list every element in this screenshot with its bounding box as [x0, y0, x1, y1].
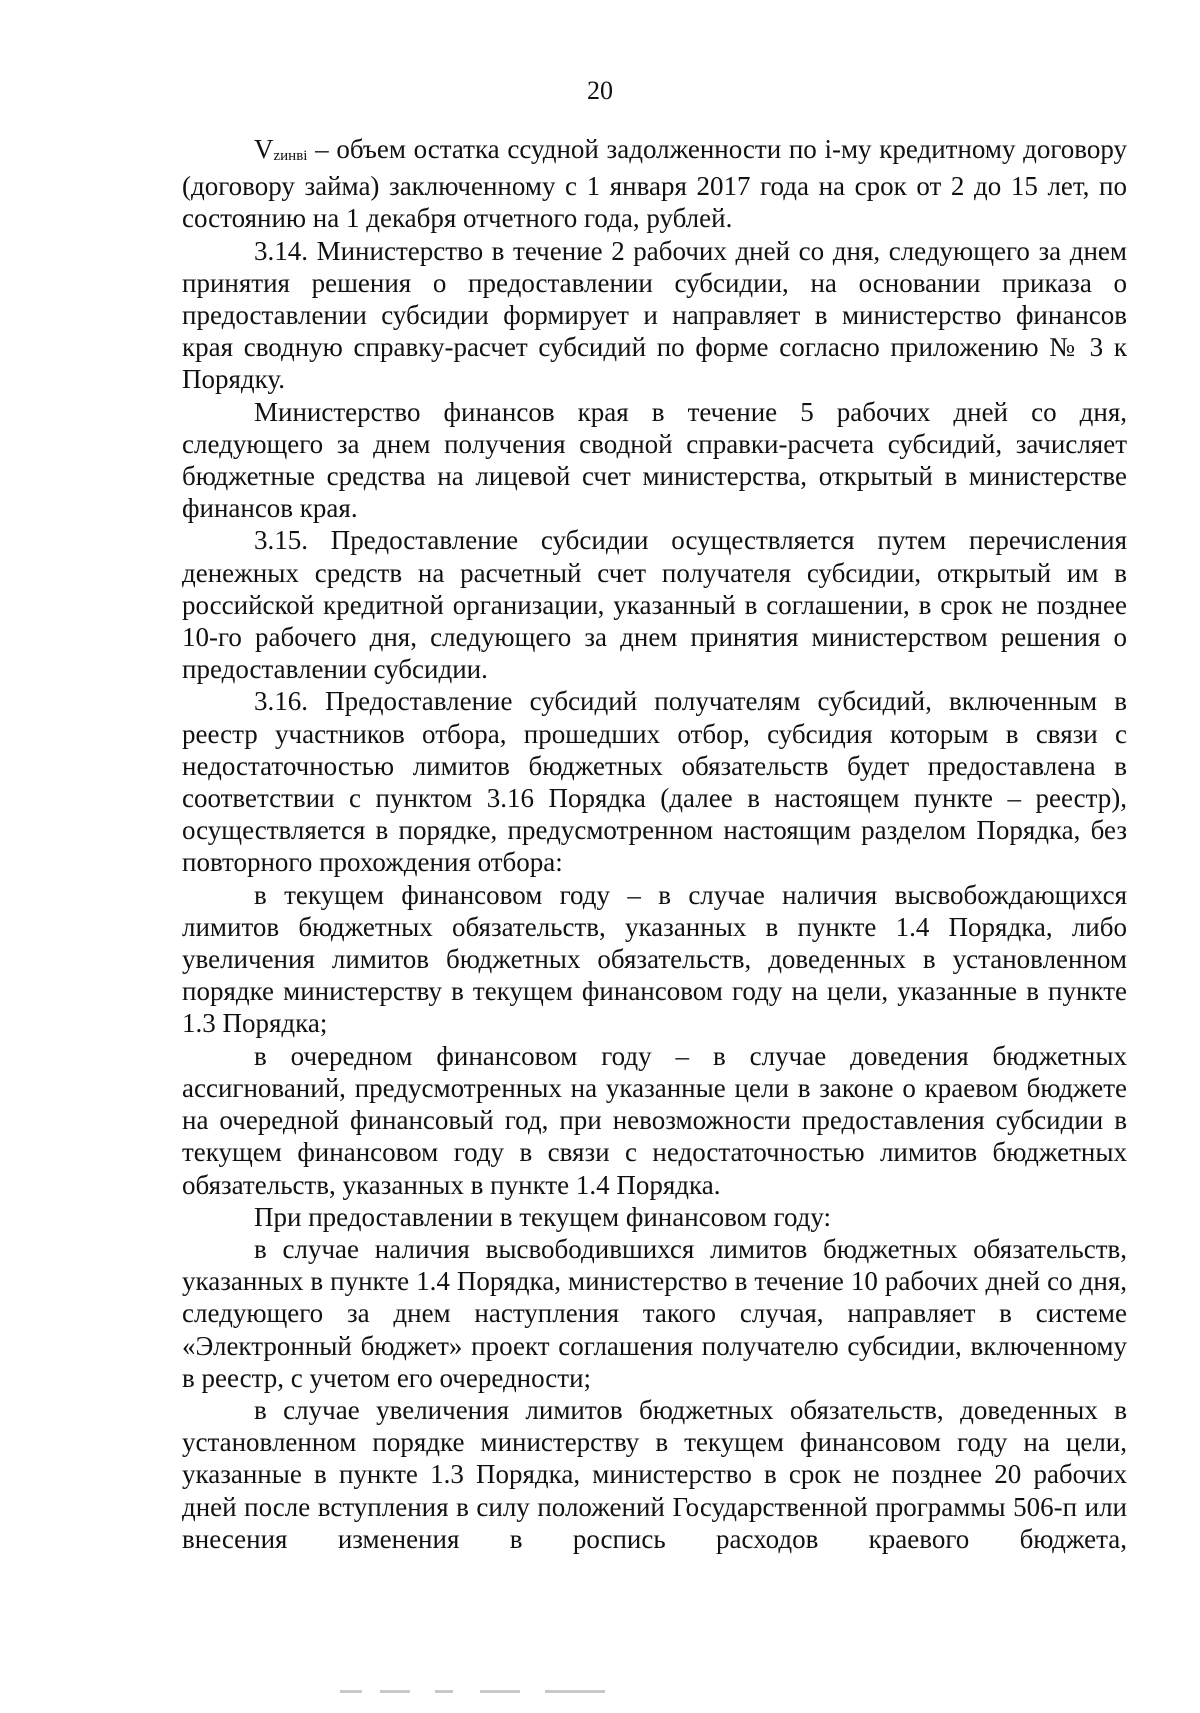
paragraph-3-15: 3.15. Предоставление субсидии осуществляется путем перечисления денежных средств на расчетный счет получателя субсидии, открытый им в российской кредитной организации, указанный в соглашении, в срок не позднее 10-го рабочего дня, следующего за днем принятия министерством решения о предоставлении субсидии.	[182, 525, 1127, 685]
scan-mark	[435, 1690, 453, 1693]
document-body	[182, 133, 1127, 1555]
scan-mark	[380, 1690, 410, 1693]
paragraph-current-year: в текущем финансовом году – в случае наличия высвобождающихся лимитов бюджетных обязательств, указанных в пункте 1.4 Порядка, либо увеличения лимитов бюджетных обязательств, доведенных в установленном порядке министерству в текущем финансовом году на цели, указанные в пункте 1.3 Порядка;	[182, 879, 1127, 1039]
paragraph-increased-limits: в случае увеличения лимитов бюджетных обязательств, доведенных в установленном порядке министерству в текущем финансовом году на цели, указанные в пункте 1.3 Порядка, министерство в срок не позднее 20 рабочих дней после вступления в силу положений Государственной программы 506-п или внесения изменения в роспись расходов краевого бюджета,	[182, 1394, 1127, 1554]
scan-mark	[480, 1690, 520, 1693]
variable-symbol: V	[254, 134, 274, 164]
scan-artifact-marks	[340, 1690, 640, 1698]
scan-mark	[340, 1690, 362, 1693]
paragraph-definition-vzinvi	[182, 133, 1127, 235]
page-number: 20	[587, 76, 613, 105]
paragraph-released-limits: в случае наличия высвободившихся лимитов бюджетных обязательств, указанных в пункте 1.4 Порядка, министерство в течение 10 рабочих дней со дня, следующего за днем наступления такого случая, направляет в системе «Электронный бюджет» проект соглашения получателю субсидии, включенному в реестр, с учетом его очередности;	[182, 1233, 1127, 1393]
paragraph-when-current-year: При предоставлении в текущем финансовом году:	[254, 1201, 832, 1232]
paragraph-minfin-transfer: Министерство финансов края в течение 5 рабочих дней со дня, следующего за днем получения сводной справки-расчета субсидий, зачисляет бюджетные средства на лицевой счет министерства, открытый в министерстве финансов края.	[182, 396, 1127, 524]
definition-text: – объем остатка ссудной задолженности по i-му кредитному договору (договору займа) заключенному с 1 января 2017 года на срок от 2 до 15 лет, по состоянию на 1 декабря отчетного года, рублей.	[182, 134, 1127, 234]
formula-variable	[254, 134, 307, 164]
paragraph-next-year: в очередном финансовом году – в случае доведения бюджетных ассигнований, предусмотренных на указанные цели в законе о краевом бюджете на очередной финансовый год, при невозможности предоставления субсидии в текущем финансовом году в связи с недостаточностью лимитов бюджетных обязательств, указанных в пункте 1.4 Порядка.	[182, 1040, 1127, 1200]
paragraph-3-16: 3.16. Предоставление субсидий получателям субсидий, включенным в реестр участников отбора, прошедших отбор, субсидия которым в связи с недостаточностью лимитов бюджетных обязательств будет предоставлена в соответствии с пунктом 3.16 Порядка (далее в настоящем пункте – реестр), осуществляется в порядке, предусмотренном настоящим разделом Порядка, без повторного прохождения отбора:	[182, 686, 1127, 878]
variable-subscript: zинвi	[273, 148, 308, 164]
paragraph-3-14: 3.14. Министерство в течение 2 рабочих дней со дня, следующего за днем принятия решения о предоставлении субсидии, на основании приказа о предоставлении субсидии формирует и направляет в министерство финансов края сводную справку-расчет субсидий по форме согласно приложению № 3 к Порядку.	[182, 235, 1127, 395]
scan-mark	[545, 1690, 605, 1693]
